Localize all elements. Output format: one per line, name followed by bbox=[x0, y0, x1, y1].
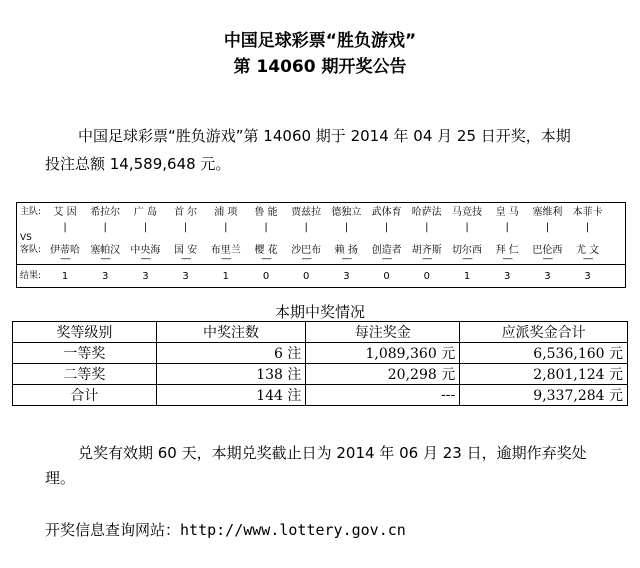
match-dashes: ----- bbox=[221, 254, 231, 263]
home-team: 广 岛 bbox=[133, 207, 157, 218]
website-label: 开奖信息查询网站： bbox=[45, 521, 181, 539]
match-separator: | bbox=[505, 222, 509, 233]
table-row bbox=[13, 385, 628, 406]
home-team: 浦 项 bbox=[214, 207, 238, 218]
match-separator: | bbox=[183, 222, 188, 233]
match-separator: | bbox=[143, 222, 148, 233]
table-row bbox=[13, 364, 628, 385]
prize-total: 6,536,160 元 bbox=[460, 343, 628, 364]
match-result: 0 bbox=[303, 271, 310, 282]
home-team: 本菲卡 bbox=[572, 207, 603, 218]
intro-line-1: 中国足球彩票“胜负游戏”第 14060 期于 2014 年 04 月 25 日开奖，本期 bbox=[78, 127, 571, 145]
prize-count: 138 注 bbox=[156, 364, 306, 385]
away-team: 切尔西 bbox=[452, 245, 482, 256]
match-result: 0 bbox=[383, 271, 390, 282]
prize-total: 9,337,284 元 bbox=[460, 385, 628, 406]
home-team: 首 尔 bbox=[174, 207, 198, 218]
header-count: 中奖注数 bbox=[156, 322, 306, 343]
prize-count: 6 注 bbox=[156, 343, 306, 364]
match-dashes: ----- bbox=[462, 254, 472, 263]
away-team: 拜 仁 bbox=[495, 245, 519, 256]
prize-each: 20,298 元 bbox=[306, 364, 460, 385]
match-result: 3 bbox=[343, 271, 350, 282]
away-team: 创造者 bbox=[371, 245, 402, 256]
home-label: 主队: bbox=[20, 207, 42, 217]
home-team: 皇 马 bbox=[495, 207, 519, 218]
title-line-2: 第 14060 期开奖公告 bbox=[233, 57, 407, 77]
match-dashes: ----- bbox=[381, 254, 392, 263]
home-team: 德独立 bbox=[331, 207, 362, 218]
website-link[interactable]: http://www.lottery.gov.cn bbox=[180, 521, 406, 539]
away-team: 赖 扬 bbox=[334, 245, 358, 256]
home-team: 武体育 bbox=[371, 207, 402, 218]
match-result: 0 bbox=[262, 271, 270, 282]
prize-header-row bbox=[13, 322, 628, 343]
match-dashes: ----- bbox=[502, 254, 512, 263]
match-separator: | bbox=[103, 222, 107, 233]
result-row bbox=[17, 269, 625, 284]
away-team: 沙巴布 bbox=[291, 245, 322, 256]
match-result: 3 bbox=[584, 271, 591, 282]
notice-line-2: 理。 bbox=[45, 469, 76, 487]
away-team: 伊蒂哈 bbox=[50, 245, 80, 256]
header-level: 奖等级别 bbox=[13, 322, 157, 343]
prize-caption: 本期中奖情况 bbox=[274, 303, 365, 321]
match-result: 3 bbox=[182, 271, 189, 282]
vs-label: VS bbox=[20, 233, 32, 243]
away-team: 樱 花 bbox=[254, 245, 278, 256]
home-team: 贾兹拉 bbox=[291, 207, 322, 218]
match-dashes: ----- bbox=[60, 254, 70, 263]
home-team: 马竞技 bbox=[452, 207, 482, 218]
match-dashes: ----- bbox=[341, 254, 352, 263]
prize-count: 144 注 bbox=[156, 385, 306, 406]
home-row bbox=[17, 205, 625, 220]
away-team: 塞帕汉 bbox=[90, 245, 121, 256]
match-separator: | bbox=[585, 222, 590, 233]
prize-level: 合计 bbox=[13, 385, 157, 406]
prize-level: 二等奖 bbox=[13, 364, 157, 385]
away-team: 巴伦西 bbox=[532, 245, 563, 256]
match-result: 3 bbox=[504, 271, 511, 282]
match-separator: | bbox=[545, 222, 550, 233]
header-total: 应派奖金合计 bbox=[460, 322, 628, 343]
website-line bbox=[45, 517, 406, 543]
home-team: 塞维利 bbox=[532, 207, 563, 218]
prize-level: 一等奖 bbox=[13, 343, 157, 364]
match-dashes: ----- bbox=[582, 254, 593, 263]
dash-row bbox=[17, 255, 625, 270]
match-separator: | bbox=[264, 222, 268, 233]
match-dashes: ----- bbox=[261, 254, 271, 263]
match-separator: | bbox=[63, 222, 67, 233]
prize-table bbox=[12, 321, 628, 406]
prize-each: 1,089,360 元 bbox=[306, 343, 460, 364]
divider-line bbox=[17, 264, 625, 265]
match-separator: | bbox=[344, 222, 349, 233]
notice-line-1: 兑奖有效期 60 天，本期兑奖截止日为 2014 年 06 月 23 日，逾期作弃奖处 bbox=[78, 444, 587, 462]
table-row bbox=[13, 343, 628, 364]
match-result: 0 bbox=[423, 271, 430, 282]
intro-line-2: 投注总额 14,589,648 元。 bbox=[45, 155, 231, 173]
match-dashes: ----- bbox=[180, 254, 191, 263]
match-dashes: ----- bbox=[100, 254, 110, 263]
match-dashes: ----- bbox=[422, 254, 432, 263]
match-separator: | bbox=[465, 222, 469, 233]
away-team: 国 安 bbox=[174, 245, 198, 256]
match-dashes: ----- bbox=[542, 254, 553, 263]
prize-total: 2,801,124 元 bbox=[460, 364, 628, 385]
match-separator: | bbox=[425, 222, 429, 233]
match-separator: | bbox=[224, 222, 228, 233]
home-team: 哈萨法 bbox=[411, 207, 442, 218]
match-result: 1 bbox=[463, 271, 471, 282]
match-result: 1 bbox=[61, 271, 69, 282]
match-separator: | bbox=[304, 222, 308, 233]
match-result: 1 bbox=[222, 271, 229, 282]
match-result: 3 bbox=[102, 271, 109, 282]
match-separator: | bbox=[384, 222, 389, 233]
prize-each: --- bbox=[306, 385, 460, 406]
result-label: 结果: bbox=[20, 271, 42, 281]
home-team: 鲁 能 bbox=[254, 207, 278, 218]
home-team: 希拉尔 bbox=[90, 207, 121, 218]
away-team: 中央海 bbox=[130, 245, 161, 256]
away-label: 客队: bbox=[20, 245, 42, 255]
match-result: 3 bbox=[544, 271, 551, 282]
title-line-1: 中国足球彩票“胜负游戏” bbox=[223, 31, 417, 51]
away-team: 尤 文 bbox=[576, 245, 600, 256]
home-team: 艾 因 bbox=[53, 207, 77, 218]
match-dashes: ----- bbox=[301, 254, 311, 263]
match-table bbox=[16, 202, 626, 288]
header-each: 每注奖金 bbox=[306, 322, 460, 343]
away-team: 胡齐斯 bbox=[411, 245, 442, 256]
match-dashes: ----- bbox=[140, 254, 151, 263]
away-team: 布里兰 bbox=[210, 245, 241, 256]
match-result: 3 bbox=[142, 271, 149, 282]
